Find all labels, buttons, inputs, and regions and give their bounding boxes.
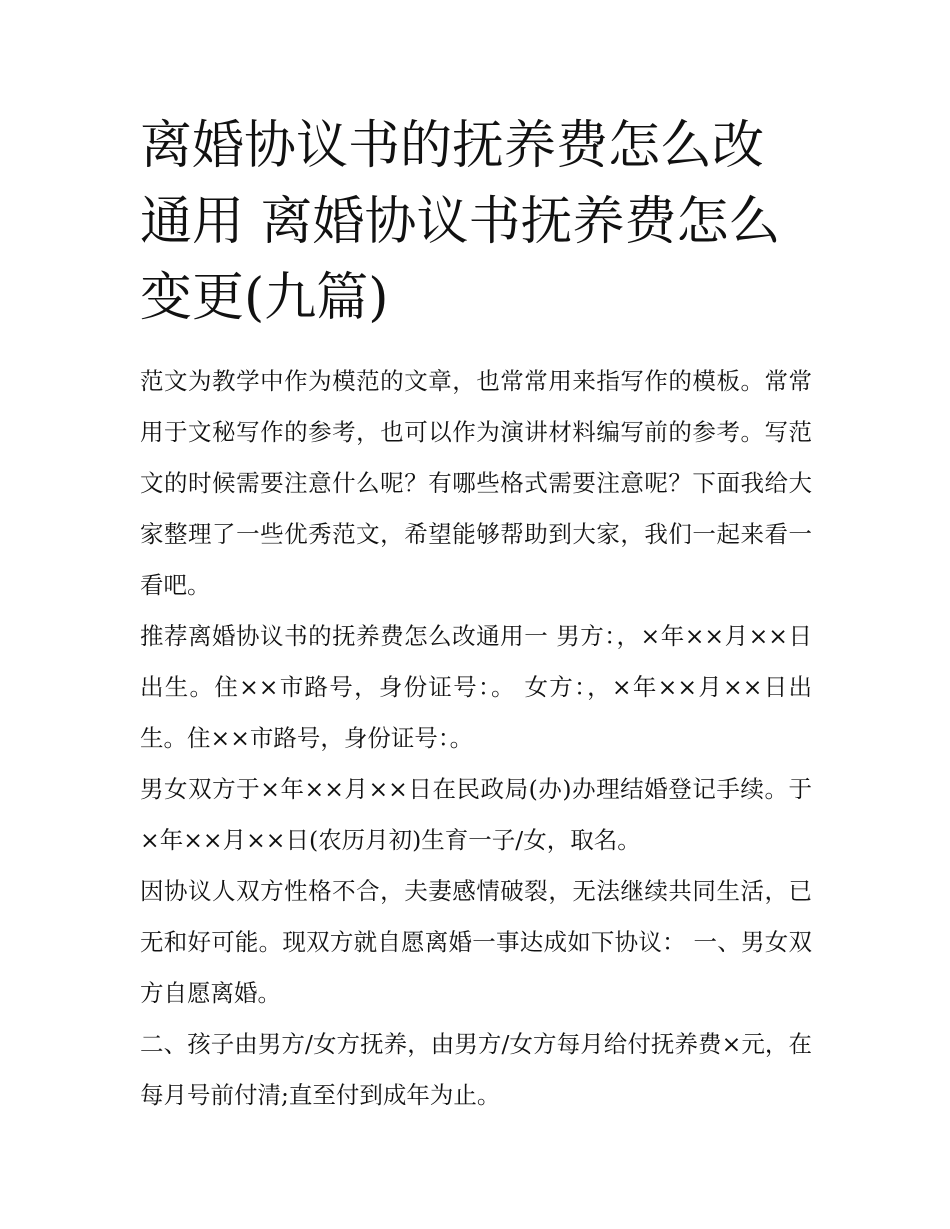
paragraph-parties: 推荐离婚协议书的抚养费怎么改通用一 男方：，×年××月××日出生。住××市路号，身份证号：。 女方：，×年××月××日出生。住××市路号，身份证号：。 [140,622,812,752]
document-body [140,356,812,1121]
paragraph-intro: 范文为教学中作为模范的文章，也常常用来指写作的模板。常常用于文秘写作的参考，也可以作为演讲材料编写前的参考。写范文的时候需要注意什么呢？有哪些格式需要注意呢？下面我给大家整理了一些优秀范文，希望能够帮助到大家，我们一起来看一看吧。 [140,367,812,599]
paragraph-custody: 二、孩子由男方/女方抚养，由男方/女方每月给付抚养费×元，在每月号前付清;直至付到成年为止。 [140,1030,812,1109]
document-title: 离婚协议书的抚养费怎么改通用 离婚协议书抚养费怎么变更(九篇) [140,116,781,328]
document-page [140,108,812,1121]
paragraph-agreement: 因协议人双方性格不合，夫妻感情破裂，无法继续共同生活，已无和好可能。现双方就自愿离婚一事达成如下协议： 一、男女双方自愿离婚。 [140,877,812,1007]
paragraph-marriage: 男女双方于×年××月××日在民政局(办)办理结婚登记手续。于×年××月××日(农历月初)生育一子/女，取名。 [140,775,812,854]
